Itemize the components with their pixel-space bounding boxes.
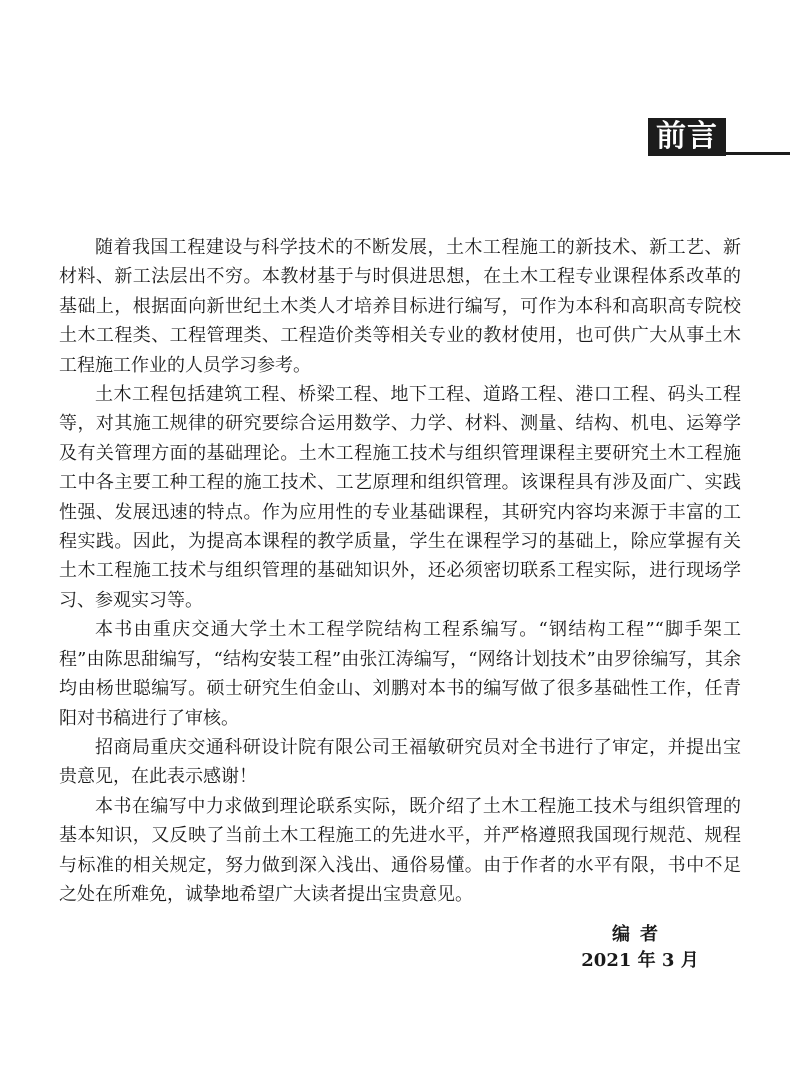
signature-author: 编者 (612, 924, 668, 945)
page-title: 前言 (648, 118, 726, 156)
paragraph: 土木工程包括建筑工程、桥梁工程、地下工程、道路工程、港口工程、码头工程等，对其施工规律的研究要综合运用数学、力学、材料、测量、结构、机电、运筹学及有关管理方面的基础理论。土木工程施工技术与组织管理课程主要研究土木工程施工中各主要工种工程的施工技术、工艺原理和组织管理。该课程具有涉及面广、实践性强、发展迅速的特点。作为应用性的专业基础课程，其研究内容均来源于丰富的工程实践。因此，为提高本课程的教学质量，学生在课程学习的基础上，除应掌握有关土木工程施工技术与组织管理的基础知识外，还必须密切联系工程实际，进行现场学习、参观实习等。 (59, 384, 741, 611)
heading-block (648, 118, 790, 156)
paragraph: 随着我国工程建设与科学技术的不断发展，土木工程施工的新技术、新工艺、新材料、新工法层出不穷。本教材基于与时俱进思想，在土木工程专业课程体系改革的基础上，根据面向新世纪土木类人才培养目标进行编写，可作为本科和高职高专院校土木工程类、工程管理类、工程造价类等相关专业的教材使用，也可供广大从事土木工程施工作业的人员学习参考。 (59, 237, 741, 376)
paragraph: 招商局重庆交通科研设计院有限公司王福敏研究员对全书进行了审定，并提出宝贵意见，在此表示感谢！ (59, 736, 741, 788)
paragraph: 本书由重庆交通大学土木工程学院结构工程系编写。“钢结构工程”“脚手架工程”由陈思甜编写，“结构安装工程”由张江涛编写，“网络计划技术”由罗徐编写，其余均由杨世聪编写。硕士研究生伯金山、刘鹏对本书的编写做了很多基础性工作，任青阳对书稿进行了审核。 (59, 619, 741, 729)
title-underline (726, 152, 790, 155)
signature-date: 2021 年 3 月 (581, 950, 699, 971)
paragraph: 本书在编写中力求做到理论联系实际，既介绍了土木工程施工技术与组织管理的基本知识，又反映了当前土木工程施工的先进水平，并严格遵照我国现行规范、规程与标准的相关规定，努力做到深入浅出、通俗易懂。由于作者的水平有限，书中不足之处在所难免，诚挚地希望广大读者提出宝贵意见。 (59, 795, 741, 905)
preface-body (59, 233, 741, 909)
